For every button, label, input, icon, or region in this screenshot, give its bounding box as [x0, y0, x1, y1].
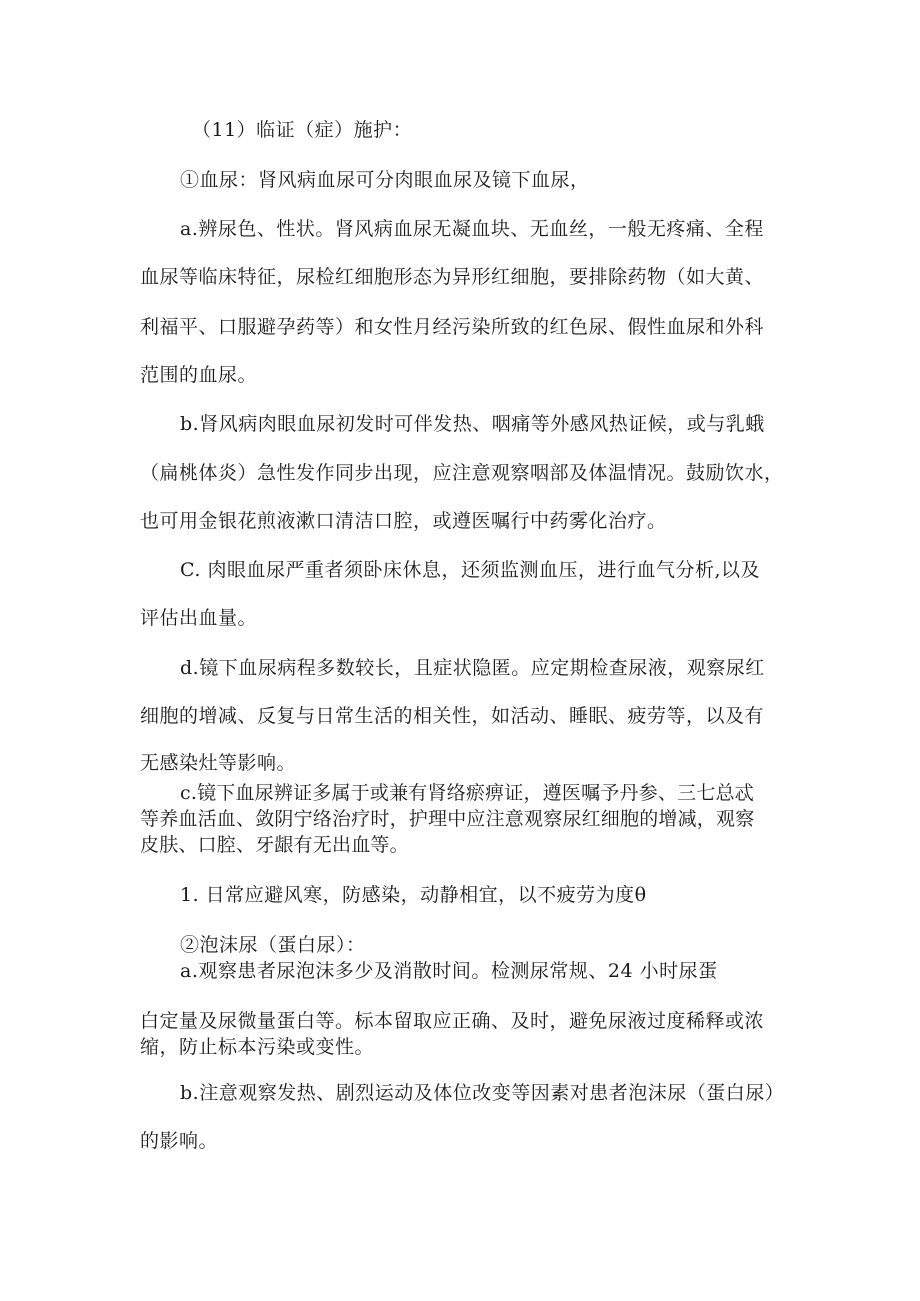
para-b-line-1: b.肾风病肉眼血尿初发时可伴发热、咽痛等外感风热证候，或与乳蛾: [180, 413, 765, 435]
para-a-line-1: a.辨尿色、性状。肾风病血尿无凝血块、无血丝，一般无疼痛、全程: [180, 218, 764, 240]
para-c-line-1: C. 肉眼血尿严重者须卧床休息，还须监测血压，进行血气分析,以及: [180, 559, 760, 581]
para-a-line-2: 血尿等临床特征，尿检红细胞形态为异形红细胞，要排除药物（如大黄、: [140, 266, 765, 288]
para-f-line-3: 缩，防止标本污染或变性。: [140, 1036, 375, 1058]
para-e-line-2: 等养血活血、敛阴宁络治疗时，护理中应注意观察尿红细胞的增减，观察: [140, 808, 755, 830]
para-f-line-2: 白定量及尿微量蛋白等。标本留取应正确、及时，避免尿液过度稀释或浓: [140, 1010, 765, 1032]
para-c-line-2: 评估出血量。: [140, 607, 258, 629]
para-b-line-2: （扁桃体炎）急性发作同步出现，应注意观察咽部及体温情况。鼓励饮水，: [140, 462, 784, 484]
para-f-line-1: a.观察患者尿泡沫多少及消散时间。检测尿常规、24 小时尿蛋: [180, 960, 718, 982]
para-e-line-1: c.镜下血尿辨证多属于或兼有肾络瘀痹证，遵医嘱予丹参、三七总忒: [180, 782, 754, 804]
section-heading: （11）临证（症）施护：: [192, 119, 413, 141]
para-d-line-2: 细胞的增减、反复与日常生活的相关性，如活动、睡眠、疲劳等，以及有: [140, 705, 765, 727]
daily-care-item: 1. 日常应避风寒，防感染，动静相宜，以不疲劳为度θ: [180, 884, 647, 906]
proteinuria-title: ②泡沫尿（蛋白尿）：: [180, 934, 366, 956]
para-a-line-4: 范围的血尿。: [140, 364, 258, 386]
para-g-line-1: b.注意观察发热、剧烈运动及体位改变等因素对患者泡沫尿（蛋白尿）: [180, 1082, 785, 1104]
para-b-line-3: 也可用金银花煎液漱口清洁口腔，或遵医嘱行中药雾化治疗。: [140, 510, 667, 532]
para-g-line-2: 的影响。: [140, 1130, 219, 1152]
para-a-line-3: 利福平、口服避孕药等）和女性月经污染所致的红色尿、假性血尿和外科: [140, 316, 765, 338]
para-d-line-1: d.镜下血尿病程多数较长，且症状隐匿。应定期检查尿液，观察尿红: [180, 657, 765, 679]
hematuria-title: ①血尿：肾风病血尿可分肉眼血尿及镜下血尿，: [180, 169, 590, 191]
para-d-line-3: 无感染灶等影响。: [140, 752, 297, 774]
para-e-line-3: 皮肤、口腔、牙龈有无出血等。: [140, 834, 409, 856]
